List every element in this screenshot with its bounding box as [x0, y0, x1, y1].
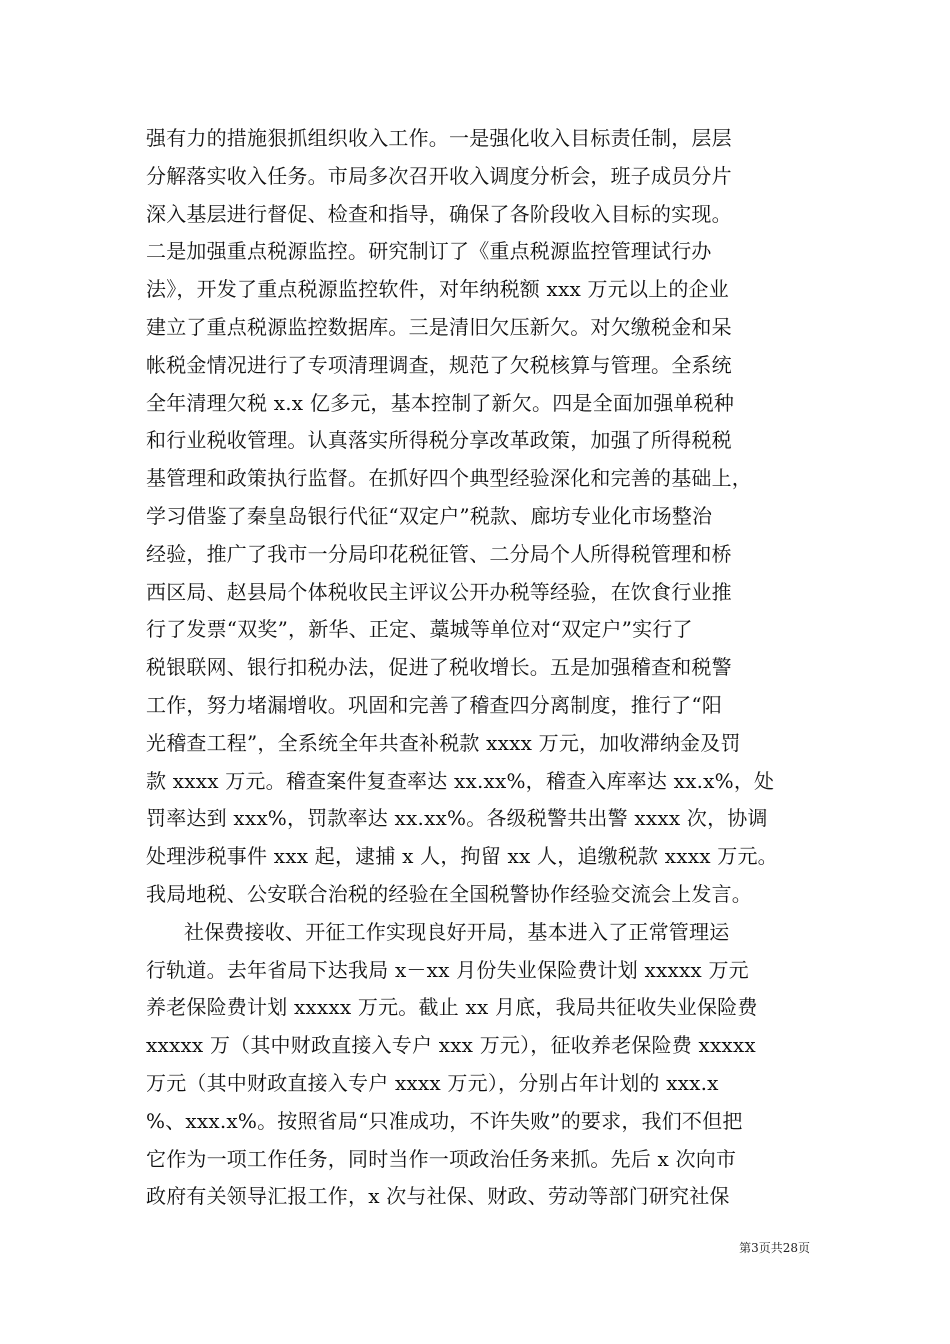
text-line: 行了发票“双奖”，新华、正定、藁城等单位对“双定户”实行了 — [146, 617, 693, 642]
text-line: 分解落实收入任务。市局多次召开收入调度分析会，班子成员分片 — [146, 163, 732, 188]
text-line: 它作为一项工作任务，同时当作一项政治任务来抓。先后 x 次向市 — [146, 1146, 737, 1171]
text-line: 行轨道。去年省局下达我局 x－xx 月份失业保险费计划 xxxxx 万元 — [146, 957, 749, 982]
text-line: 税银联网、银行扣税办法，促进了税收增长。五是加强稽查和税警 — [146, 655, 732, 680]
text-line: 款 xxxx 万元。稽查案件复查率达 xx.xx%，稽查入库率达 xx.x%，处 — [146, 768, 775, 793]
paragraph — [146, 120, 806, 914]
text-line: 建立了重点税源监控数据库。三是清旧欠压新欠。对欠缴税金和呆 — [146, 314, 732, 339]
text-line: %、xxx.x%。按照省局“只准成功，不许失败”的要求，我们不但把 — [146, 1108, 743, 1133]
text-line: 社保费接收、开征工作实现良好开局，基本进入了正常管理运 — [184, 919, 730, 944]
text-line: 强有力的措施狠抓组织收入工作。一是强化收入目标责任制，层层 — [146, 126, 732, 150]
text-line: 基管理和政策执行监督。在抓好四个典型经验深化和完善的基础上， — [146, 466, 752, 491]
text-line: 帐税金情况进行了专项清理调查，规范了欠税核算与管理。全系统 — [146, 352, 732, 377]
text-line: 处理涉税事件 xxx 起，逮捕 x 人，拘留 xx 人，追缴税款 xxxx 万元。 — [146, 844, 778, 869]
document-body — [146, 120, 806, 1216]
text-line: 罚率达到 xxx%，罚款率达 xx.xx%。各级税警共出警 xxxx 次，协调 — [146, 806, 768, 831]
text-line: 全年清理欠税 x.x 亿多元，基本控制了新欠。四是全面加强单税种 — [146, 390, 735, 415]
text-line: 和行业税收管理。认真落实所得税分享改革政策，加强了所得税税 — [146, 428, 732, 453]
page-number-footer: 第3页共28页 — [739, 1241, 810, 1255]
text-line: 光稽查工程”，全系统全年共查补税款 xxxx 万元，加收滞纳金及罚 — [146, 730, 741, 755]
text-line: 万元（其中财政直接入专户 xxxx 万元），分别占年计划的 xxx.x — [146, 1070, 719, 1095]
text-line: 学习借鉴了秦皇岛银行代征“双定户”税款、廊坊专业化市场整治 — [146, 503, 713, 528]
text-line: 工作，努力堵漏增收。巩固和完善了稽查四分离制度，推行了“阳 — [146, 692, 723, 717]
text-line: 深入基层进行督促、检查和指导，确保了各阶段收入目标的实现。 — [146, 201, 732, 226]
text-line: 西区局、赵县局个体税收民主评议公开办税等经验，在饮食行业推 — [146, 579, 732, 604]
text-line: xxxxx 万（其中财政直接入专户 xxx 万元），征收养老保险费 xxxxx — [146, 1033, 756, 1058]
paragraph — [146, 914, 806, 1216]
text-line: 政府有关领导汇报工作，x 次与社保、财政、劳动等部门研究社保 — [146, 1184, 730, 1209]
text-line: 我局地税、公安联合治税的经验在全国税警协作经验交流会上发言。 — [146, 881, 752, 906]
text-line: 法》，开发了重点税源监控软件，对年纳税额 xxx 万元以上的企业 — [146, 277, 729, 302]
text-line: 养老保险费计划 xxxxx 万元。截止 xx 月底，我局共征收失业保险费 — [146, 995, 758, 1020]
text-line: 经验，推广了我市一分局印花税征管、二分局个人所得税管理和桥 — [146, 541, 732, 566]
text-line: 二是加强重点税源监控。研究制订了《重点税源监控管理试行办 — [146, 239, 712, 264]
